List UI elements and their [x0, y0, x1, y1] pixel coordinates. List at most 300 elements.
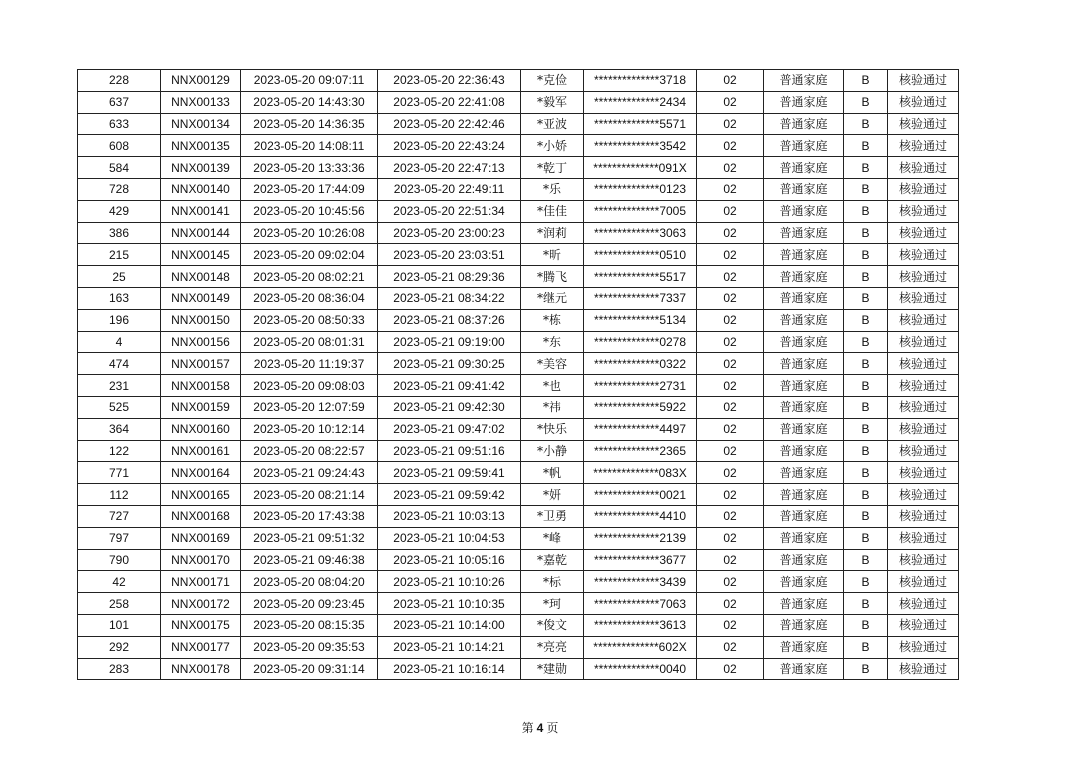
grade-cell: B — [844, 614, 888, 636]
type-code-cell: 02 — [697, 549, 764, 571]
code-cell: NNX00134 — [161, 113, 241, 135]
name-cell: *小娇 — [521, 135, 584, 157]
submit-time-cell: 2023-05-20 11:19:37 — [241, 353, 378, 375]
name-cell: *珂 — [521, 593, 584, 615]
status-cell: 核验通过 — [888, 549, 959, 571]
seq-cell: 525 — [78, 396, 161, 418]
table-row — [78, 200, 959, 222]
code-cell: NNX00165 — [161, 484, 241, 506]
review-time-cell: 2023-05-21 09:42:30 — [378, 396, 521, 418]
type-code-cell: 02 — [697, 200, 764, 222]
seq-cell: 228 — [78, 70, 161, 92]
review-time-cell: 2023-05-21 10:05:16 — [378, 549, 521, 571]
footer-suffix: 页 — [546, 721, 559, 735]
id-number-cell: **************4410 — [584, 505, 697, 527]
seq-cell: 474 — [78, 353, 161, 375]
household-type-cell: 普通家庭 — [764, 135, 844, 157]
name-cell: *东 — [521, 331, 584, 353]
table-row — [78, 375, 959, 397]
submit-time-cell: 2023-05-20 08:04:20 — [241, 571, 378, 593]
id-number-cell: **************3677 — [584, 549, 697, 571]
review-time-cell: 2023-05-20 23:03:51 — [378, 244, 521, 266]
code-cell: NNX00133 — [161, 91, 241, 113]
grade-cell: B — [844, 353, 888, 375]
type-code-cell: 02 — [697, 571, 764, 593]
type-code-cell: 02 — [697, 505, 764, 527]
seq-cell: 364 — [78, 418, 161, 440]
id-number-cell: **************3613 — [584, 614, 697, 636]
code-cell: NNX00129 — [161, 70, 241, 92]
submit-time-cell: 2023-05-20 17:44:09 — [241, 178, 378, 200]
name-cell: *妍 — [521, 484, 584, 506]
household-type-cell: 普通家庭 — [764, 484, 844, 506]
name-cell: *亚波 — [521, 113, 584, 135]
type-code-cell: 02 — [697, 244, 764, 266]
grade-cell: B — [844, 266, 888, 288]
grade-cell: B — [844, 484, 888, 506]
table-row — [78, 527, 959, 549]
code-cell: NNX00159 — [161, 396, 241, 418]
id-number-cell: **************0040 — [584, 658, 697, 680]
type-code-cell: 02 — [697, 309, 764, 331]
submit-time-cell: 2023-05-21 09:24:43 — [241, 462, 378, 484]
seq-cell: 196 — [78, 309, 161, 331]
household-type-cell: 普通家庭 — [764, 462, 844, 484]
review-time-cell: 2023-05-21 09:51:16 — [378, 440, 521, 462]
code-cell: NNX00158 — [161, 375, 241, 397]
seq-cell: 429 — [78, 200, 161, 222]
grade-cell: B — [844, 527, 888, 549]
table-row — [78, 157, 959, 179]
grade-cell: B — [844, 636, 888, 658]
grade-cell: B — [844, 375, 888, 397]
status-cell: 核验通过 — [888, 658, 959, 680]
review-time-cell: 2023-05-21 09:59:42 — [378, 484, 521, 506]
id-number-cell: **************2731 — [584, 375, 697, 397]
household-type-cell: 普通家庭 — [764, 353, 844, 375]
submit-time-cell: 2023-05-21 09:51:32 — [241, 527, 378, 549]
table-row — [78, 571, 959, 593]
seq-cell: 727 — [78, 505, 161, 527]
grade-cell: B — [844, 549, 888, 571]
name-cell: *快乐 — [521, 418, 584, 440]
table-row — [78, 636, 959, 658]
code-cell: NNX00171 — [161, 571, 241, 593]
type-code-cell: 02 — [697, 418, 764, 440]
household-type-cell: 普通家庭 — [764, 178, 844, 200]
status-cell: 核验通过 — [888, 309, 959, 331]
household-type-cell: 普通家庭 — [764, 200, 844, 222]
review-time-cell: 2023-05-21 09:59:41 — [378, 462, 521, 484]
status-cell: 核验通过 — [888, 113, 959, 135]
id-number-cell: **************3063 — [584, 222, 697, 244]
id-number-cell: **************4497 — [584, 418, 697, 440]
household-type-cell: 普通家庭 — [764, 593, 844, 615]
seq-cell: 215 — [78, 244, 161, 266]
code-cell: NNX00172 — [161, 593, 241, 615]
name-cell: *克俭 — [521, 70, 584, 92]
type-code-cell: 02 — [697, 135, 764, 157]
page-footer — [0, 719, 1080, 736]
seq-cell: 728 — [78, 178, 161, 200]
table-row — [78, 418, 959, 440]
status-cell: 核验通过 — [888, 418, 959, 440]
registry-table — [77, 69, 959, 680]
submit-time-cell: 2023-05-20 14:36:35 — [241, 113, 378, 135]
id-number-cell: **************7005 — [584, 200, 697, 222]
seq-cell: 797 — [78, 527, 161, 549]
submit-time-cell: 2023-05-20 09:35:53 — [241, 636, 378, 658]
type-code-cell: 02 — [697, 440, 764, 462]
household-type-cell: 普通家庭 — [764, 91, 844, 113]
id-number-cell: **************7337 — [584, 287, 697, 309]
household-type-cell: 普通家庭 — [764, 440, 844, 462]
status-cell: 核验通过 — [888, 440, 959, 462]
code-cell: NNX00169 — [161, 527, 241, 549]
type-code-cell: 02 — [697, 287, 764, 309]
table-row — [78, 70, 959, 92]
name-cell: *润莉 — [521, 222, 584, 244]
id-number-cell: **************3542 — [584, 135, 697, 157]
name-cell: *嘉乾 — [521, 549, 584, 571]
seq-cell: 42 — [78, 571, 161, 593]
id-number-cell: **************2434 — [584, 91, 697, 113]
code-cell: NNX00178 — [161, 658, 241, 680]
status-cell: 核验通过 — [888, 287, 959, 309]
submit-time-cell: 2023-05-20 08:21:14 — [241, 484, 378, 506]
type-code-cell: 02 — [697, 113, 764, 135]
status-cell: 核验通过 — [888, 135, 959, 157]
household-type-cell: 普通家庭 — [764, 549, 844, 571]
submit-time-cell: 2023-05-20 09:02:04 — [241, 244, 378, 266]
review-time-cell: 2023-05-21 09:41:42 — [378, 375, 521, 397]
review-time-cell: 2023-05-20 22:51:34 — [378, 200, 521, 222]
grade-cell: B — [844, 440, 888, 462]
household-type-cell: 普通家庭 — [764, 309, 844, 331]
seq-cell: 25 — [78, 266, 161, 288]
submit-time-cell: 2023-05-20 08:01:31 — [241, 331, 378, 353]
review-time-cell: 2023-05-21 08:34:22 — [378, 287, 521, 309]
id-number-cell: **************602X — [584, 636, 697, 658]
type-code-cell: 02 — [697, 222, 764, 244]
code-cell: NNX00150 — [161, 309, 241, 331]
table-row — [78, 91, 959, 113]
seq-cell: 112 — [78, 484, 161, 506]
seq-cell: 163 — [78, 287, 161, 309]
type-code-cell: 02 — [697, 353, 764, 375]
grade-cell: B — [844, 157, 888, 179]
code-cell: NNX00148 — [161, 266, 241, 288]
table-row — [78, 484, 959, 506]
seq-cell: 258 — [78, 593, 161, 615]
status-cell: 核验通过 — [888, 200, 959, 222]
grade-cell: B — [844, 331, 888, 353]
name-cell: *栋 — [521, 309, 584, 331]
submit-time-cell: 2023-05-20 08:50:33 — [241, 309, 378, 331]
grade-cell: B — [844, 91, 888, 113]
submit-time-cell: 2023-05-20 09:23:45 — [241, 593, 378, 615]
submit-time-cell: 2023-05-20 08:22:57 — [241, 440, 378, 462]
id-number-cell: **************3718 — [584, 70, 697, 92]
code-cell: NNX00156 — [161, 331, 241, 353]
status-cell: 核验通过 — [888, 462, 959, 484]
seq-cell: 633 — [78, 113, 161, 135]
review-time-cell: 2023-05-21 10:10:26 — [378, 571, 521, 593]
type-code-cell: 02 — [697, 614, 764, 636]
household-type-cell: 普通家庭 — [764, 658, 844, 680]
grade-cell: B — [844, 70, 888, 92]
status-cell: 核验通过 — [888, 70, 959, 92]
household-type-cell: 普通家庭 — [764, 113, 844, 135]
grade-cell: B — [844, 135, 888, 157]
review-time-cell: 2023-05-20 22:47:13 — [378, 157, 521, 179]
type-code-cell: 02 — [697, 178, 764, 200]
household-type-cell: 普通家庭 — [764, 70, 844, 92]
seq-cell: 292 — [78, 636, 161, 658]
id-number-cell: **************0510 — [584, 244, 697, 266]
code-cell: NNX00140 — [161, 178, 241, 200]
household-type-cell: 普通家庭 — [764, 222, 844, 244]
seq-cell: 608 — [78, 135, 161, 157]
footer-prefix: 第 — [521, 721, 534, 735]
table-row — [78, 353, 959, 375]
table-body — [78, 70, 959, 680]
id-number-cell: **************0123 — [584, 178, 697, 200]
type-code-cell: 02 — [697, 331, 764, 353]
review-time-cell: 2023-05-20 22:41:08 — [378, 91, 521, 113]
name-cell: *卫勇 — [521, 505, 584, 527]
grade-cell: B — [844, 658, 888, 680]
submit-time-cell: 2023-05-20 12:07:59 — [241, 396, 378, 418]
table-row — [78, 614, 959, 636]
grade-cell: B — [844, 222, 888, 244]
household-type-cell: 普通家庭 — [764, 614, 844, 636]
code-cell: NNX00164 — [161, 462, 241, 484]
status-cell: 核验通过 — [888, 178, 959, 200]
id-number-cell: **************2365 — [584, 440, 697, 462]
table-row — [78, 331, 959, 353]
code-cell: NNX00157 — [161, 353, 241, 375]
table-row — [78, 135, 959, 157]
submit-time-cell: 2023-05-20 13:33:36 — [241, 157, 378, 179]
status-cell: 核验通过 — [888, 593, 959, 615]
review-time-cell: 2023-05-21 10:10:35 — [378, 593, 521, 615]
review-time-cell: 2023-05-20 22:43:24 — [378, 135, 521, 157]
household-type-cell: 普通家庭 — [764, 396, 844, 418]
table-row — [78, 287, 959, 309]
review-time-cell: 2023-05-21 09:47:02 — [378, 418, 521, 440]
type-code-cell: 02 — [697, 636, 764, 658]
household-type-cell: 普通家庭 — [764, 527, 844, 549]
code-cell: NNX00145 — [161, 244, 241, 266]
table-row — [78, 178, 959, 200]
seq-cell: 283 — [78, 658, 161, 680]
table-row — [78, 658, 959, 680]
submit-time-cell: 2023-05-21 09:46:38 — [241, 549, 378, 571]
submit-time-cell: 2023-05-20 10:26:08 — [241, 222, 378, 244]
review-time-cell: 2023-05-21 10:04:53 — [378, 527, 521, 549]
status-cell: 核验通过 — [888, 222, 959, 244]
grade-cell: B — [844, 571, 888, 593]
household-type-cell: 普通家庭 — [764, 287, 844, 309]
submit-time-cell: 2023-05-20 08:36:04 — [241, 287, 378, 309]
seq-cell: 771 — [78, 462, 161, 484]
id-number-cell: **************0322 — [584, 353, 697, 375]
review-time-cell: 2023-05-21 10:16:14 — [378, 658, 521, 680]
status-cell: 核验通过 — [888, 91, 959, 113]
review-time-cell: 2023-05-20 22:49:11 — [378, 178, 521, 200]
code-cell: NNX00168 — [161, 505, 241, 527]
table-row — [78, 505, 959, 527]
name-cell: *继元 — [521, 287, 584, 309]
status-cell: 核验通过 — [888, 484, 959, 506]
id-number-cell: **************0021 — [584, 484, 697, 506]
grade-cell: B — [844, 178, 888, 200]
table-row — [78, 309, 959, 331]
seq-cell: 637 — [78, 91, 161, 113]
name-cell: *祎 — [521, 396, 584, 418]
grade-cell: B — [844, 200, 888, 222]
name-cell: *小静 — [521, 440, 584, 462]
id-number-cell: **************5134 — [584, 309, 697, 331]
grade-cell: B — [844, 505, 888, 527]
name-cell: *毅军 — [521, 91, 584, 113]
review-time-cell: 2023-05-21 09:19:00 — [378, 331, 521, 353]
name-cell: *标 — [521, 571, 584, 593]
name-cell: *乐 — [521, 178, 584, 200]
household-type-cell: 普通家庭 — [764, 244, 844, 266]
seq-cell: 231 — [78, 375, 161, 397]
status-cell: 核验通过 — [888, 331, 959, 353]
review-time-cell: 2023-05-20 22:36:43 — [378, 70, 521, 92]
name-cell: *俊文 — [521, 614, 584, 636]
household-type-cell: 普通家庭 — [764, 571, 844, 593]
review-time-cell: 2023-05-21 10:14:21 — [378, 636, 521, 658]
status-cell: 核验通过 — [888, 527, 959, 549]
code-cell: NNX00144 — [161, 222, 241, 244]
id-number-cell: **************5571 — [584, 113, 697, 135]
review-time-cell: 2023-05-20 23:00:23 — [378, 222, 521, 244]
table-row — [78, 266, 959, 288]
household-type-cell: 普通家庭 — [764, 266, 844, 288]
status-cell: 核验通过 — [888, 266, 959, 288]
submit-time-cell: 2023-05-20 09:07:11 — [241, 70, 378, 92]
grade-cell: B — [844, 244, 888, 266]
review-time-cell: 2023-05-20 22:42:46 — [378, 113, 521, 135]
status-cell: 核验通过 — [888, 157, 959, 179]
code-cell: NNX00160 — [161, 418, 241, 440]
id-number-cell: **************2139 — [584, 527, 697, 549]
name-cell: *乾丁 — [521, 157, 584, 179]
name-cell: *腾飞 — [521, 266, 584, 288]
type-code-cell: 02 — [697, 266, 764, 288]
review-time-cell: 2023-05-21 10:14:00 — [378, 614, 521, 636]
page-number: 4 — [536, 721, 544, 735]
type-code-cell: 02 — [697, 91, 764, 113]
grade-cell: B — [844, 593, 888, 615]
status-cell: 核验通过 — [888, 571, 959, 593]
seq-cell: 584 — [78, 157, 161, 179]
status-cell: 核验通过 — [888, 614, 959, 636]
household-type-cell: 普通家庭 — [764, 157, 844, 179]
household-type-cell: 普通家庭 — [764, 375, 844, 397]
name-cell: *也 — [521, 375, 584, 397]
table-row — [78, 593, 959, 615]
submit-time-cell: 2023-05-20 14:08:11 — [241, 135, 378, 157]
type-code-cell: 02 — [697, 157, 764, 179]
grade-cell: B — [844, 287, 888, 309]
type-code-cell: 02 — [697, 375, 764, 397]
table-row — [78, 222, 959, 244]
submit-time-cell: 2023-05-20 08:02:21 — [241, 266, 378, 288]
review-time-cell: 2023-05-21 08:29:36 — [378, 266, 521, 288]
table-row — [78, 549, 959, 571]
grade-cell: B — [844, 113, 888, 135]
status-cell: 核验通过 — [888, 396, 959, 418]
grade-cell: B — [844, 462, 888, 484]
seq-cell: 4 — [78, 331, 161, 353]
table-row — [78, 113, 959, 135]
status-cell: 核验通过 — [888, 505, 959, 527]
type-code-cell: 02 — [697, 462, 764, 484]
code-cell: NNX00149 — [161, 287, 241, 309]
grade-cell: B — [844, 309, 888, 331]
code-cell: NNX00170 — [161, 549, 241, 571]
review-time-cell: 2023-05-21 08:37:26 — [378, 309, 521, 331]
table-row — [78, 440, 959, 462]
table-row — [78, 244, 959, 266]
submit-time-cell: 2023-05-20 14:43:30 — [241, 91, 378, 113]
name-cell: *帆 — [521, 462, 584, 484]
name-cell: *昕 — [521, 244, 584, 266]
review-time-cell: 2023-05-21 09:30:25 — [378, 353, 521, 375]
id-number-cell: **************083X — [584, 462, 697, 484]
household-type-cell: 普通家庭 — [764, 418, 844, 440]
name-cell: *峰 — [521, 527, 584, 549]
seq-cell: 101 — [78, 614, 161, 636]
household-type-cell: 普通家庭 — [764, 331, 844, 353]
id-number-cell: **************0278 — [584, 331, 697, 353]
code-cell: NNX00175 — [161, 614, 241, 636]
status-cell: 核验通过 — [888, 375, 959, 397]
type-code-cell: 02 — [697, 593, 764, 615]
submit-time-cell: 2023-05-20 17:43:38 — [241, 505, 378, 527]
type-code-cell: 02 — [697, 70, 764, 92]
submit-time-cell: 2023-05-20 10:12:14 — [241, 418, 378, 440]
type-code-cell: 02 — [697, 484, 764, 506]
table-row — [78, 462, 959, 484]
name-cell: *佳佳 — [521, 200, 584, 222]
status-cell: 核验通过 — [888, 636, 959, 658]
id-number-cell: **************5517 — [584, 266, 697, 288]
status-cell: 核验通过 — [888, 244, 959, 266]
submit-time-cell: 2023-05-20 09:08:03 — [241, 375, 378, 397]
name-cell: *建勋 — [521, 658, 584, 680]
id-number-cell: **************091X — [584, 157, 697, 179]
code-cell: NNX00161 — [161, 440, 241, 462]
id-number-cell: **************3439 — [584, 571, 697, 593]
name-cell: *亮亮 — [521, 636, 584, 658]
id-number-cell: **************7063 — [584, 593, 697, 615]
type-code-cell: 02 — [697, 527, 764, 549]
id-number-cell: **************5922 — [584, 396, 697, 418]
seq-cell: 386 — [78, 222, 161, 244]
type-code-cell: 02 — [697, 658, 764, 680]
submit-time-cell: 2023-05-20 10:45:56 — [241, 200, 378, 222]
submit-time-cell: 2023-05-20 09:31:14 — [241, 658, 378, 680]
seq-cell: 790 — [78, 549, 161, 571]
code-cell: NNX00141 — [161, 200, 241, 222]
